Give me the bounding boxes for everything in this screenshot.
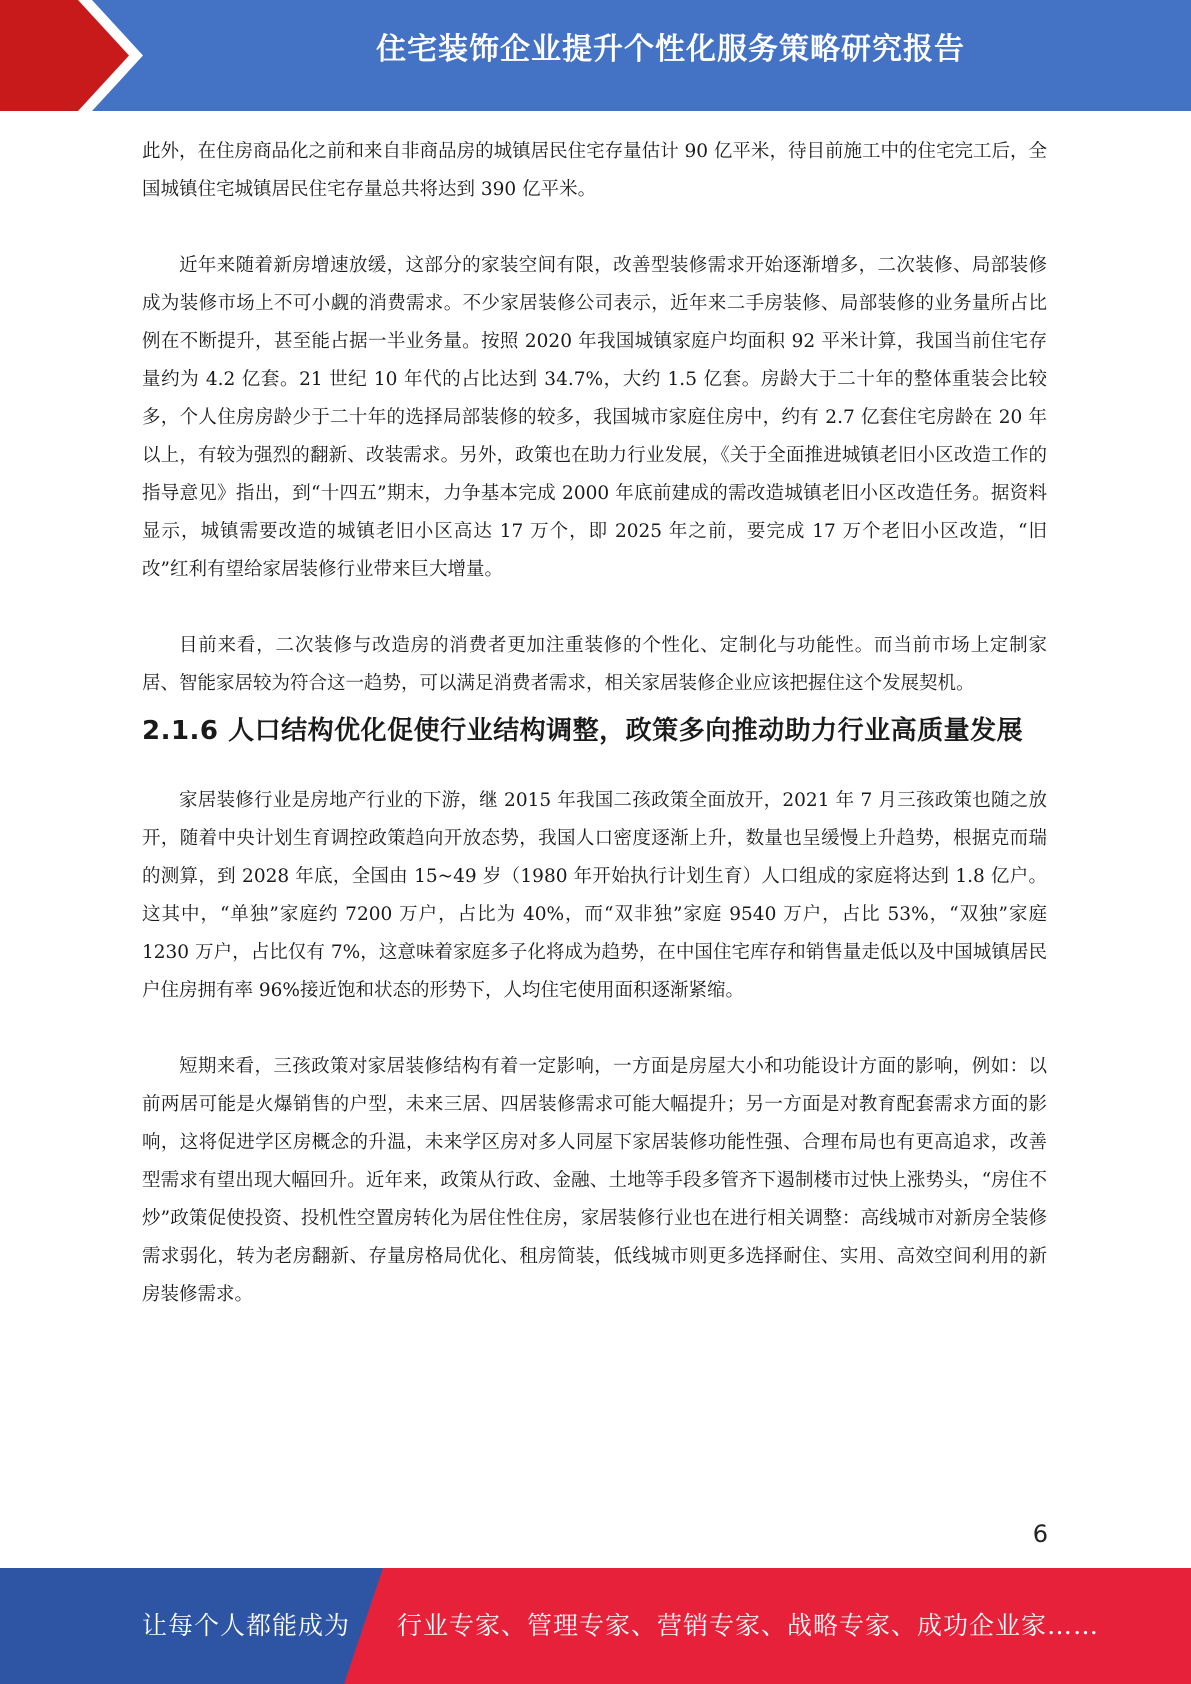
footer-slogan-right: 行业专家、管理专家、营销专家、战略专家、成功企业家…… bbox=[397, 1611, 1100, 1640]
paragraph: 短期来看，三孩政策对家居装修结构有着一定影响，一方面是房屋大小和功能设计方面的影响，例如：以前两居可能是火爆销售的户型，未来三居、四居装修需求可能大幅提升；另一方面是对教育配套需求方面的影响，这将促进学区房概念的升温，未来学区房对多人同屋下家居装修功能性强、合理布局也有更高追求，改善型需求有望出现大幅回升。近年来，政策从行政、金融、土地等手段多管齐下遏制楼市过快上涨势头，“房住不炒”政策促使投资、投机性空置房转化为居住性住房，家居装修行业也在进行相关调整：高线城市对新房全装修需求弱化，转为老房翻新、存量房格局优化、租房简装，低线城市则更多选择耐住、实用、高效空间利用的新房装修需求。 bbox=[142, 1056, 1047, 1305]
footer-slogan-left: 让每个人都能成为 bbox=[142, 1611, 351, 1640]
section-heading: 2.1.6 人口结构优化促使行业结构调整，政策多向推动助力行业高质量发展 bbox=[142, 716, 1024, 746]
paragraph: 家居装修行业是房地产行业的下游，继 2015 年我国二孩政策全面放开，2021 年 7 月三孩政策也随之放开，随着中央计划生育调控政策趋向开放态势，我国人口密度逐渐上升，数量也呈缓慢上升趋势，根据克而瑞的测算，到 2028 年底，全国由 15~49 岁（1980 年开始执行计划生育）人口组成的家庭将达到 1.8 亿户。这其中，“单独”家庭约 7200 万户，占比为 40%，而“双非独”家庭 9540 万户，占比 53%，“双独”家庭 1230 万户，占比仅有 7%，这意味着家庭多子化将成为趋势，在中国住宅库存和销售量走低以及中国城镇居民户住房拥有率 96%接近饱和状态的形势下，人均住宅使用面积逐渐紧缩。 bbox=[142, 790, 1047, 1001]
page-footer bbox=[0, 1568, 1191, 1684]
page-number: 6 bbox=[1032, 1520, 1048, 1548]
paragraph: 目前来看，二次装修与改造房的消费者更加注重装修的个性化、定制化与功能性。而当前市场上定制家居、智能家居较为符合这一趋势，可以满足消费者需求，相关家居装修企业应该把握住这个发展契机。 bbox=[142, 635, 1047, 694]
page-header bbox=[0, 0, 1191, 111]
paragraph: 近年来随着新房增速放缓，这部分的家装空间有限，改善型装修需求开始逐渐增多，二次装修、局部装修成为装修市场上不可小觑的消费需求。不少家居装修公司表示，近年来二手房装修、局部装修的业务量所占比例在不断提升，甚至能占据一半业务量。按照 2020 年我国城镇家庭户均面积 92 平米计算，我国当前住宅存量约为 4.2 亿套。21 世纪 10 年代的占比达到 34.7%，大约 1.5 亿套。房龄大于二十年的整体重装会比较多，个人住房房龄少于二十年的选择局部装修的较多，我国城市家庭住房中，约有 2.7 亿套住宅房龄在 20 年以上，有较为强烈的翻新、改装需求。另外，政策也在助力行业发展，《关于全面推进城镇老旧小区改造工作的指导意见》指出，到“十四五”期末，力争基本完成 2000 年底前建成的需改造城镇老旧小区改造任务。据资料显示，城镇需要改造的城镇老旧小区高达 17 万个，即 2025 年之前，要完成 17 万个老旧小区改造，“旧改”红利有望给家居装修行业带来巨大增量。 bbox=[142, 255, 1047, 580]
paragraph: 此外，在住房商品化之前和来自非商品房的城镇居民住宅存量估计 90 亿平米，待目前施工中的住宅完工后，全国城镇住宅城镇居民住宅存量总共将达到 390 亿平米。 bbox=[142, 141, 1047, 200]
page-content bbox=[142, 133, 1047, 1314]
document-title: 住宅装饰企业提升个性化服务策略研究报告 bbox=[376, 32, 965, 67]
